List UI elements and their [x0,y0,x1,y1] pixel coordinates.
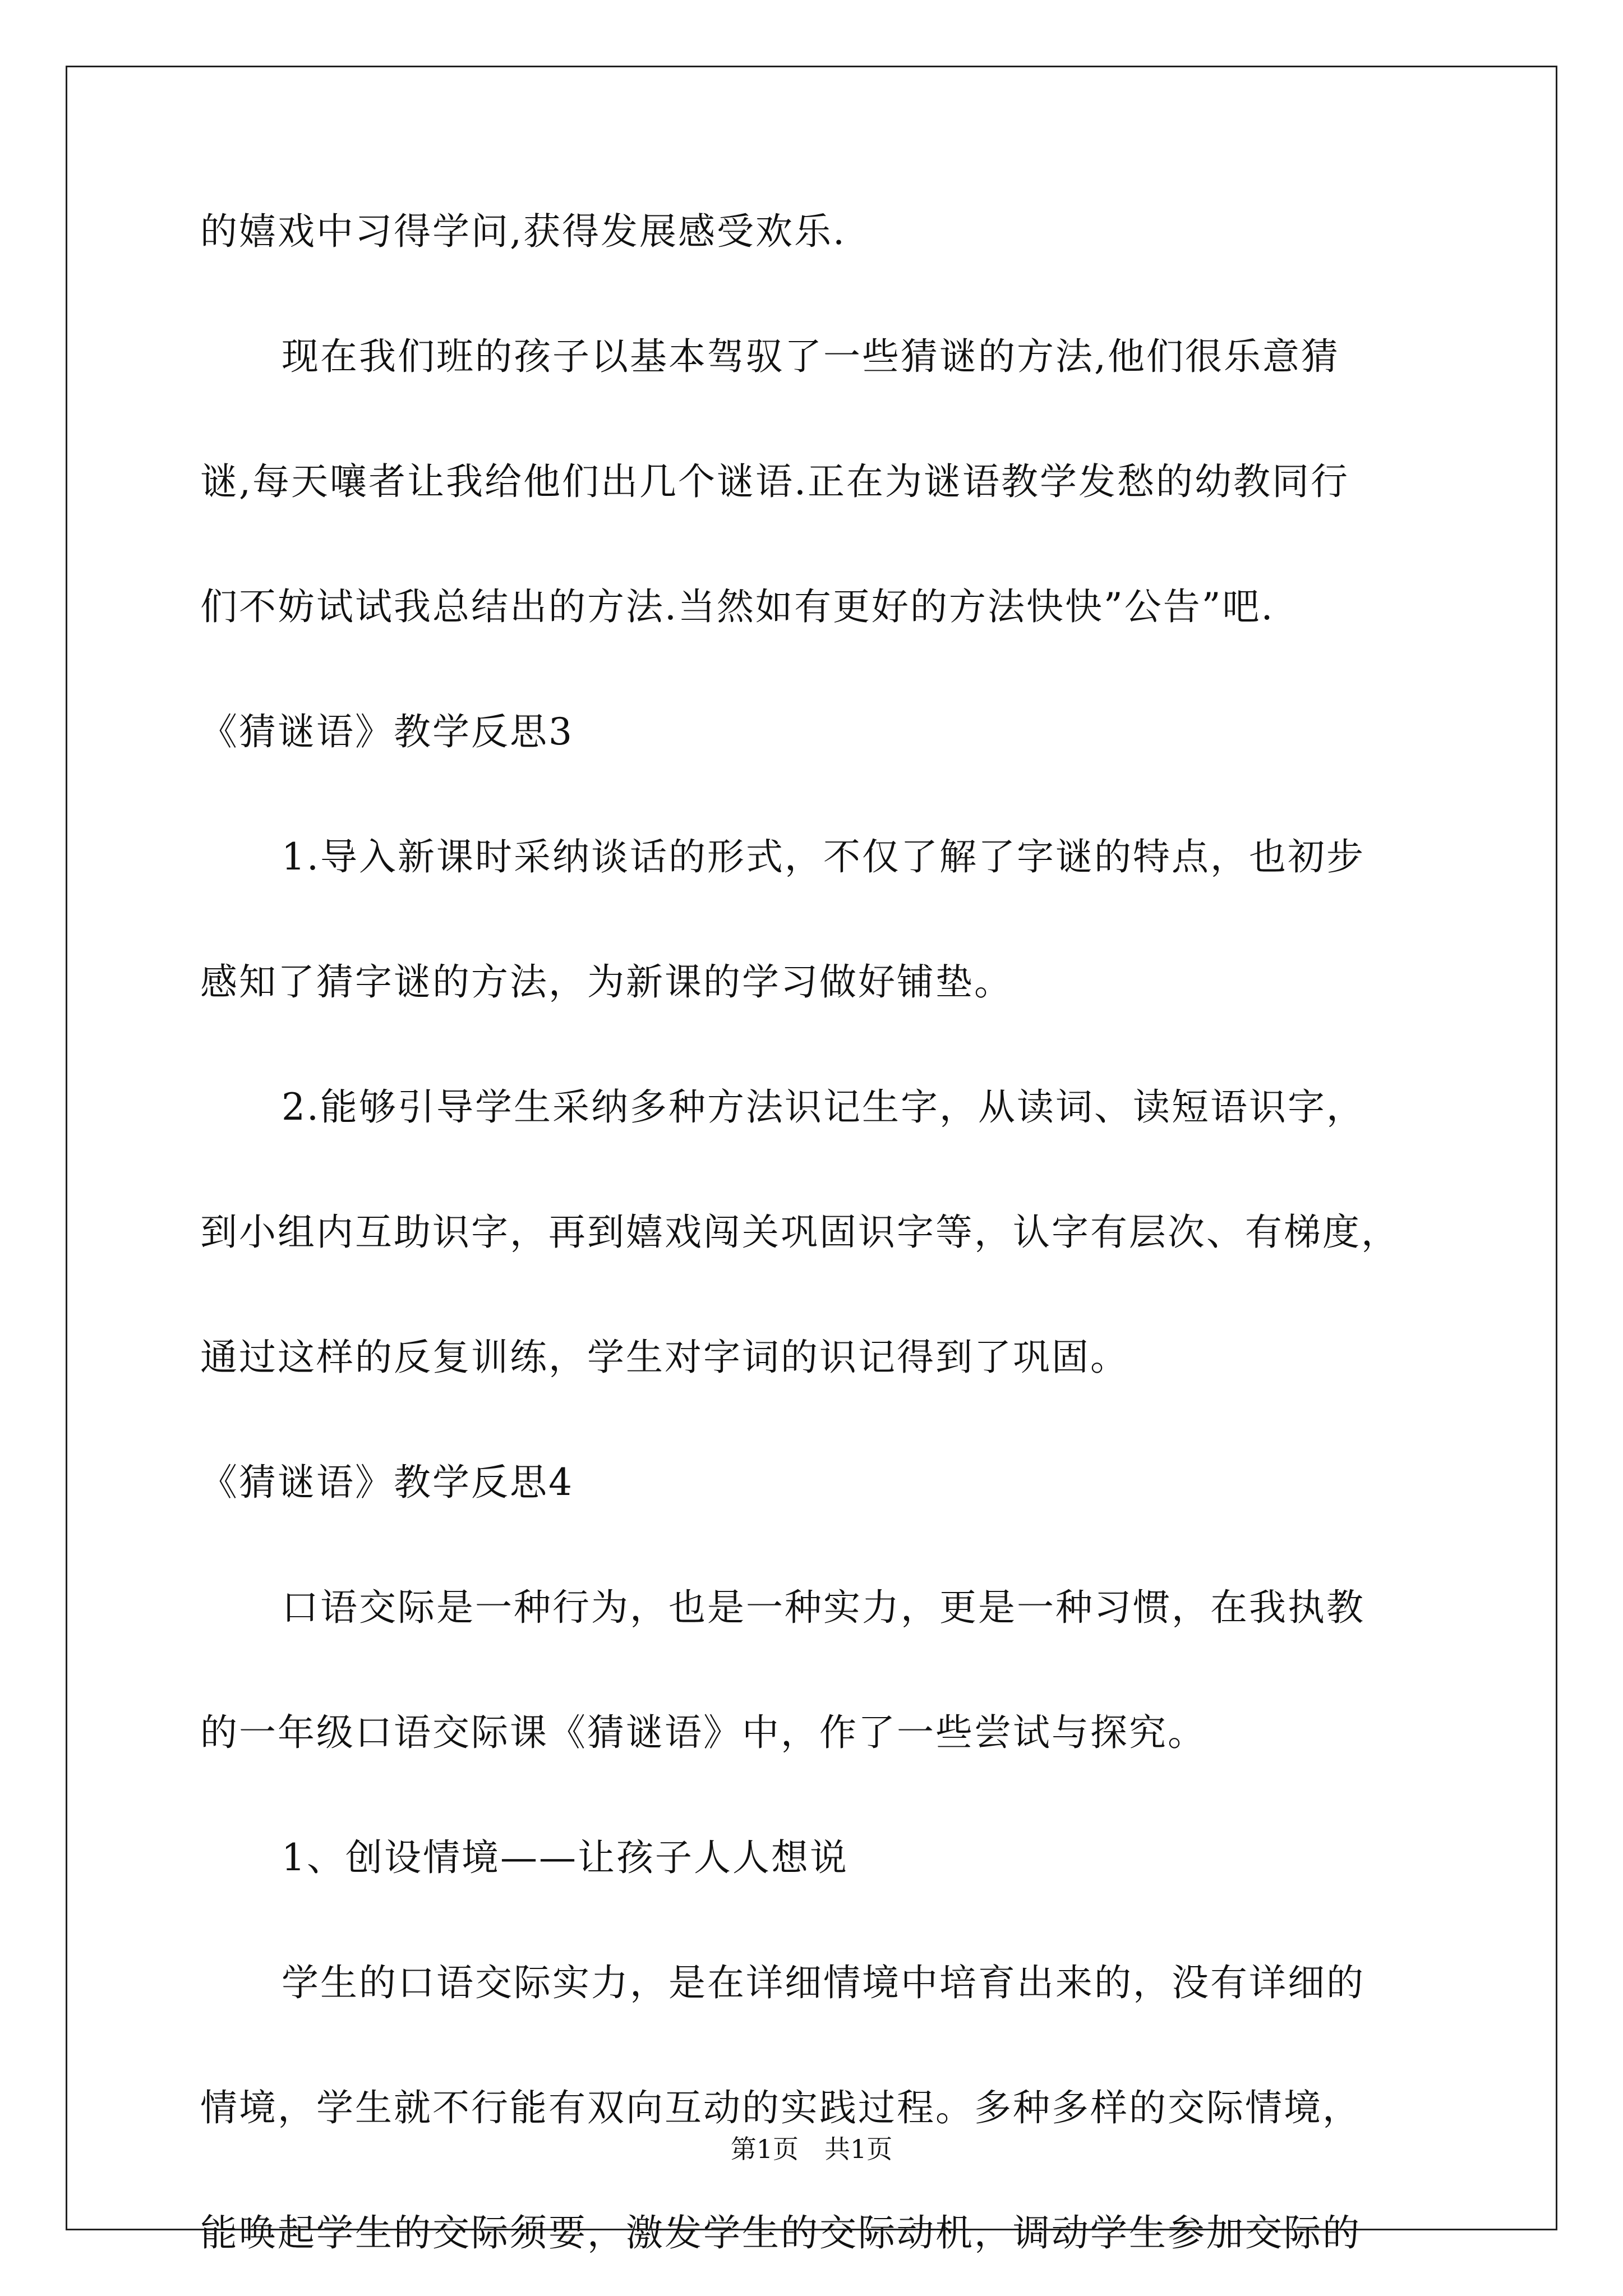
page-border [66,66,1557,2230]
text-line: 口语交际是一种行为，也是一种实力，更是一种习惯，在我执教 [282,1586,1365,1629]
text-line: 1、创设情境——让孩子人人想说 [282,1836,849,1879]
text-line: 的嬉戏中习得学问,获得发展感受欢乐. [200,210,846,253]
text-line: 的一年级口语交际课《猜谜语》中，作了一些尝试与探究。 [200,1711,1206,1754]
section-heading: 《猜谜语》教学反思3 [200,710,574,753]
page-number: 第1页 共1页 [730,2134,893,2164]
text-line: 情境，学生就不行能有双向互动的实践过程。多种多样的交际情境， [200,2086,1361,2129]
text-line: 通过这样的反复训练，学生对字词的识记得到了巩固。 [200,1336,1129,1379]
text-line: 谜,每天嚷者让我给他们出几个谜语.正在为谜语教学发愁的幼教同行 [200,460,1349,503]
text-line: 现在我们班的孩子以基本驾驭了一些猜谜的方法,他们很乐意猜 [282,335,1340,378]
text-line: 学生的口语交际实力，是在详细情境中培育出来的，没有详细的 [282,1961,1365,2004]
text-line: 到小组内互助识字，再到嬉戏闯关巩固识字等，认字有层次、有梯度， [200,1211,1400,1254]
text-line: 2.能够引导学生采纳多种方法识记生字，从读词、读短语识字， [282,1085,1365,1129]
section-heading: 《猜谜语》教学反思4 [200,1461,574,1504]
text-line: 能唤起学生的交际须要，激发学生的交际动机，调动学生参加交际的 [200,2211,1361,2254]
text-line: 1.导入新课时采纳谈话的形式，不仅了解了字谜的特点，也初步 [282,835,1365,878]
text-line: 感知了猜字谜的方法，为新课的学习做好铺垫。 [200,960,1013,1004]
text-line: 们不妨试试我总结出的方法.当然如有更好的方法快快”公告”吧. [200,585,1275,628]
